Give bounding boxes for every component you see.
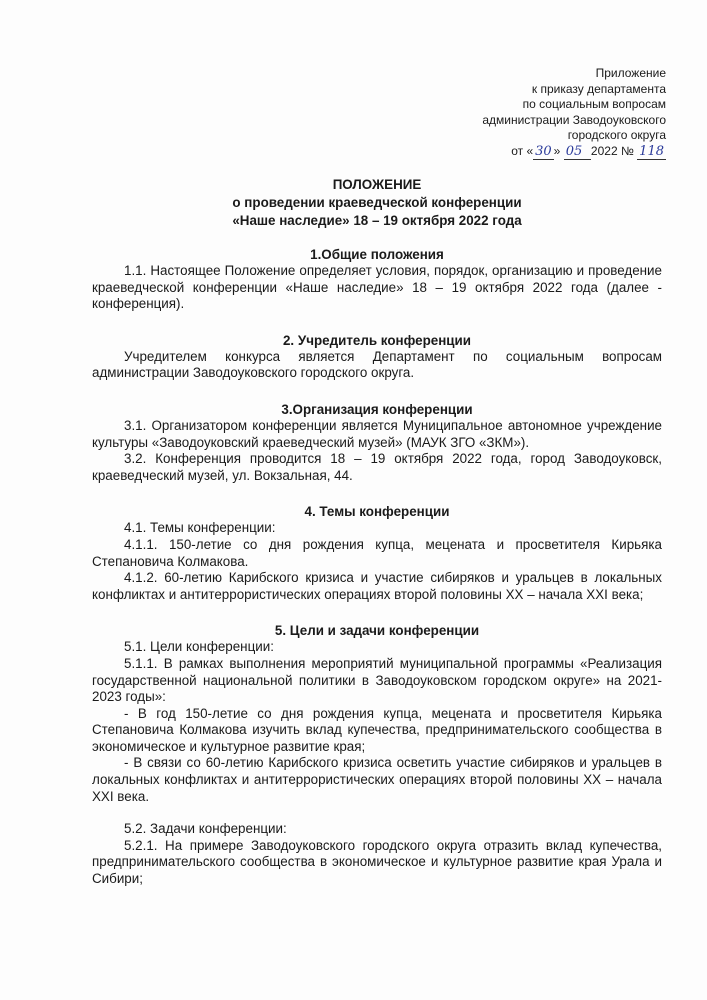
approval-line: администрации Заводоуковского (482, 112, 666, 127)
paragraph: 1.1. Настоящее Положение определяет условия, порядок, организацию и проведение краеведческой конференции «Наше наследие» 18 – 19 октября 2022 года (далее - конференция). (92, 263, 662, 312)
paragraph: 3.2. Конференция проводится 18 – 19 октября 2022 года, город Заводоуковск, краеведческий музей, ул. Вокзальная, 44. (92, 451, 662, 483)
approval-date-line (406, 144, 666, 161)
approval-line: Приложение (595, 66, 666, 80)
document-title (92, 176, 662, 230)
section-heading: 1.Общие положения (310, 247, 444, 262)
section-heading: 3.Организация конференции (281, 401, 473, 417)
handwritten-month: 05 (565, 143, 583, 159)
date-underline (584, 144, 591, 161)
title-line: о проведении краеведческой конференции (232, 195, 522, 210)
date-prefix: от « (511, 143, 534, 158)
paragraph: 5.2. Задачи конференции: (124, 821, 287, 837)
paragraph: - В связи со 60-летию Карибского кризиса осветить участие сибиряков и уральцев в локальных конфликтах и антитеррористических операциях второй половины XX – начала XXI века. (92, 755, 662, 804)
date-mid: » (553, 143, 561, 158)
approval-line: городского округа (567, 128, 666, 142)
section-heading: 4. Темы конференции (304, 504, 450, 520)
approval-block (406, 66, 666, 160)
approval-line: по социальным вопросам (522, 97, 666, 111)
document-body (92, 176, 662, 888)
handwritten-number: 118 (639, 143, 664, 159)
title-line: ПОЛОЖЕНИЕ (332, 177, 422, 192)
handwritten-day: 30 (535, 143, 552, 159)
section-heading: 5. Цели и задачи конференции (274, 623, 480, 639)
title-line: «Наше наследие» 18 – 19 октября 2022 года (232, 213, 522, 228)
section-heading: 2. Учредитель конференции (282, 332, 471, 348)
paragraph: 4.1.2. 60-летию Карибского кризиса и участие сибиряков и уральцев в локальных конфликтах и антитеррористических операциях второй половины XX – начала XXI века; (92, 570, 662, 602)
paragraph: 4.1. Темы конференции: (124, 520, 276, 536)
approval-line: к приказу департамента (531, 81, 666, 96)
paragraph: 5.2.1. На примере Заводоуковского городского округа отразить вклад купечества, предпринимательского сообщества в экономическое и культурное развитие края Урала и Сибири; (92, 837, 662, 887)
paragraph: 4.1.1. 150-летие со дня рождения купца, мецената и просветителя Кирьяка Степановича Колмакова. (92, 536, 662, 569)
paragraph: Учредителем конкурса является Департамент по социальным вопросам администрации Заводоуковского городского округа. (92, 348, 662, 381)
paragraph: 5.1.1. В рамках выполнения мероприятий муниципальной программы «Реализация государственной национальной политики в Заводоуковском городском округе» на 2021-2023 годы»: (92, 655, 662, 705)
paragraph: - В год 150-летие со дня рождения купца, мецената и просветителя Кирьяка Степановича Колмакова изучить вклад купечества, предпринимательского сообщества в экономическое и культурное развитие края; (92, 705, 662, 754)
paragraph: 3.1. Организатором конференции является Муниципальное автономное учреждение культуры «Заводоуковский краеведческий музей» (МАУК ЗГО «ЗКМ»). (92, 417, 662, 450)
paragraph: 5.1. Цели конференции: (124, 639, 274, 655)
date-year: 2022 № (590, 143, 634, 158)
